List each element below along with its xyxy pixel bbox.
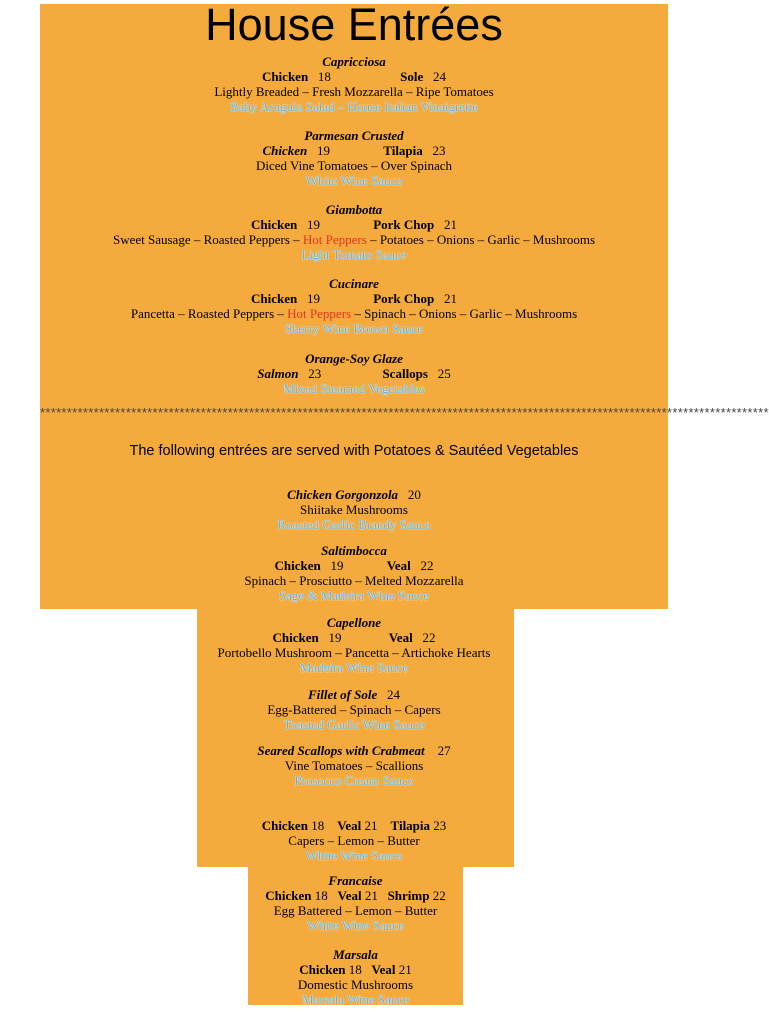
dish-name-marsala: Marsala <box>333 947 378 962</box>
dish-sauce-chicken-veal-tilapia: White Wine Sauce <box>305 848 403 863</box>
option-price: 22 <box>432 888 446 903</box>
page-title: House Entrées <box>205 0 503 50</box>
option-label: Veal <box>388 630 413 645</box>
dish-options-orange-soy-glaze <box>40 366 668 381</box>
option-price: 23 <box>308 366 322 381</box>
dish-name-seared-scallops: Seared Scallops with Crabmeat <box>257 743 425 758</box>
dish-sauce-cucinare: Sherry Wine Brown Sauce <box>284 321 424 336</box>
option-price: 23 <box>432 143 446 158</box>
dish-options-parmesan-crusted <box>40 143 668 158</box>
option-price: 21 <box>444 291 458 306</box>
option-price: 21 <box>398 962 412 977</box>
option-label: Sole <box>400 69 424 84</box>
dish-name-chicken-gorgonzola: Chicken Gorgonzola <box>287 487 399 502</box>
option-label: Pork Chop <box>373 291 435 306</box>
option-price: 24 <box>433 69 447 84</box>
dish-ingredients-giambotta <box>40 232 668 247</box>
option-price: 19 <box>328 630 342 645</box>
dish-ingredients-saltimbocca: Spinach – Prosciutto – Melted Mozzarella <box>244 573 464 588</box>
option-price: 18 <box>348 962 362 977</box>
option-label: Veal <box>337 818 362 833</box>
dish-sauce-chicken-gorgonzola: Roasted Garlic Brandy Sauce <box>277 517 431 532</box>
option-price: 19 <box>330 558 344 573</box>
option-label: Pork Chop <box>373 217 435 232</box>
dish-options-marsala <box>248 962 463 977</box>
option-price: 19 <box>317 143 331 158</box>
option-label: Chicken <box>272 630 319 645</box>
option-price: 25 <box>437 366 451 381</box>
dish-ingredients-cucinare <box>40 306 668 321</box>
dish-price: 27 <box>437 743 451 758</box>
dish-ingredients-chicken-gorgonzola: Shiitake Mushrooms <box>300 502 408 517</box>
dish-options-saltimbocca <box>40 558 668 573</box>
dish-sauce-seared-scallops: Prosecco Cream Sauce <box>294 773 414 788</box>
option-label: Veal <box>337 888 362 903</box>
dish-sauce-saltimbocca: Sage & Madeira Wine Sauce <box>278 588 430 603</box>
dish-name-orange-soy-glaze: Orange-Soy Glaze <box>305 351 403 366</box>
dish-name-fillet-of-sole: Fillet of Sole <box>307 687 378 702</box>
dish-name-capellone: Capellone <box>326 615 382 630</box>
option-price: 21 <box>364 888 378 903</box>
ingredients-part: Pancetta – Roasted Peppers – <box>130 306 284 321</box>
dish-header-seared-scallops <box>40 743 668 758</box>
option-label: Veal <box>371 962 396 977</box>
dish-ingredients-fillet-of-sole: Egg-Battered – Spinach – Capers <box>267 702 441 717</box>
option-price: 22 <box>420 558 434 573</box>
option-label: Chicken <box>274 558 321 573</box>
dish-sauce-marsala: Marsala Wine Sauce <box>302 992 409 1007</box>
option-label: Chicken <box>265 888 312 903</box>
hot-peppers-highlight: Hot Peppers <box>302 232 367 247</box>
dish-ingredients-chicken-veal-tilapia: Capers – Lemon – Butter <box>288 833 420 848</box>
option-label: Chicken <box>262 143 308 158</box>
option-label: Salmon <box>257 366 299 381</box>
dish-sauce-capellone: Madeira Wine Sauce <box>299 660 409 675</box>
dish-ingredients-capellone: Portobello Mushroom – Pancetta – Artichoke Hearts <box>217 645 491 660</box>
dish-name-capricciosa: Capricciosa <box>322 54 386 69</box>
option-label: Veal <box>386 558 411 573</box>
dish-name-parmesan-crusted: Parmesan Crusted <box>304 128 404 143</box>
dish-ingredients-seared-scallops: Vine Tomatoes – Scallions <box>284 758 424 773</box>
dish-header-chicken-gorgonzola <box>40 487 668 502</box>
ingredients-part: – Potatoes – Onions – Garlic – Mushrooms <box>370 232 596 247</box>
option-price: 21 <box>444 217 458 232</box>
dish-sauce-francaise: White Wine Sauce <box>307 918 404 933</box>
ingredients-part: – Spinach – Onions – Garlic – Mushrooms <box>354 306 578 321</box>
option-price: 18 <box>311 818 325 833</box>
option-label: Tilapia <box>390 818 431 833</box>
dish-name-francaise: Francaise <box>328 873 383 888</box>
dish-options-francaise <box>248 888 463 903</box>
section-subtitle: The following entrées are served with Potatoes & Sautéed Vegetables <box>129 443 579 459</box>
option-price: 18 <box>314 888 328 903</box>
option-price: 23 <box>433 818 447 833</box>
dish-sauce-fillet-of-sole: Toasted Garlic Wine Sauce <box>283 717 425 732</box>
dish-sauce-capricciosa: Baby Arugula Salad – House Italian Vinaigrette <box>229 99 479 114</box>
option-price: 18 <box>317 69 331 84</box>
dish-ingredients-parmesan-crusted: Diced Vine Tomatoes – Over Spinach <box>255 158 453 173</box>
dish-options-capellone <box>40 630 668 645</box>
option-price: 19 <box>306 291 320 306</box>
dish-ingredients-francaise: Egg Battered – Lemon – Butter <box>273 903 438 918</box>
dish-name-saltimbocca: Saltimbocca <box>321 543 387 558</box>
dish-ingredients-marsala: Domestic Mushrooms <box>297 977 414 992</box>
dish-price: 20 <box>407 487 421 502</box>
dish-sauce-orange-soy-glaze: Mixed Steamed Vegetables <box>283 381 425 396</box>
hot-peppers-highlight: Hot Peppers <box>287 306 352 321</box>
option-label: Scallops <box>382 366 428 381</box>
option-label: Chicken <box>299 962 346 977</box>
dish-options-giambotta <box>40 217 668 232</box>
option-label: Chicken <box>250 217 298 232</box>
dish-options-capricciosa <box>40 69 668 84</box>
option-label: Chicken <box>261 818 308 833</box>
ingredients-part: Sweet Sausage – Roasted Peppers – <box>112 232 300 247</box>
dish-header-fillet-of-sole <box>40 687 668 702</box>
option-price: 21 <box>364 818 378 833</box>
option-label: Tilapia <box>383 143 423 158</box>
dish-sauce-giambotta: Light Tomato Sauce <box>301 247 407 262</box>
dish-options-cucinare <box>40 291 668 306</box>
dish-options-chicken-veal-tilapia <box>40 818 668 833</box>
dish-name-cucinare: Cucinare <box>329 276 379 291</box>
option-label: Chicken <box>250 291 298 306</box>
option-price: 22 <box>422 630 436 645</box>
option-label: Shrimp <box>387 888 430 903</box>
dish-ingredients-capricciosa: Lightly Breaded – Fresh Mozzarella – Ripe Tomatoes <box>214 84 494 99</box>
dish-price: 24 <box>387 687 401 702</box>
option-price: 19 <box>306 217 320 232</box>
asterisk-divider: **************************************************************************************************************************************** <box>40 405 769 420</box>
option-label: Chicken <box>261 69 309 84</box>
dish-sauce-parmesan-crusted: White Wine Sauce <box>305 173 403 188</box>
dish-name-giambotta: Giambotta <box>325 202 383 217</box>
